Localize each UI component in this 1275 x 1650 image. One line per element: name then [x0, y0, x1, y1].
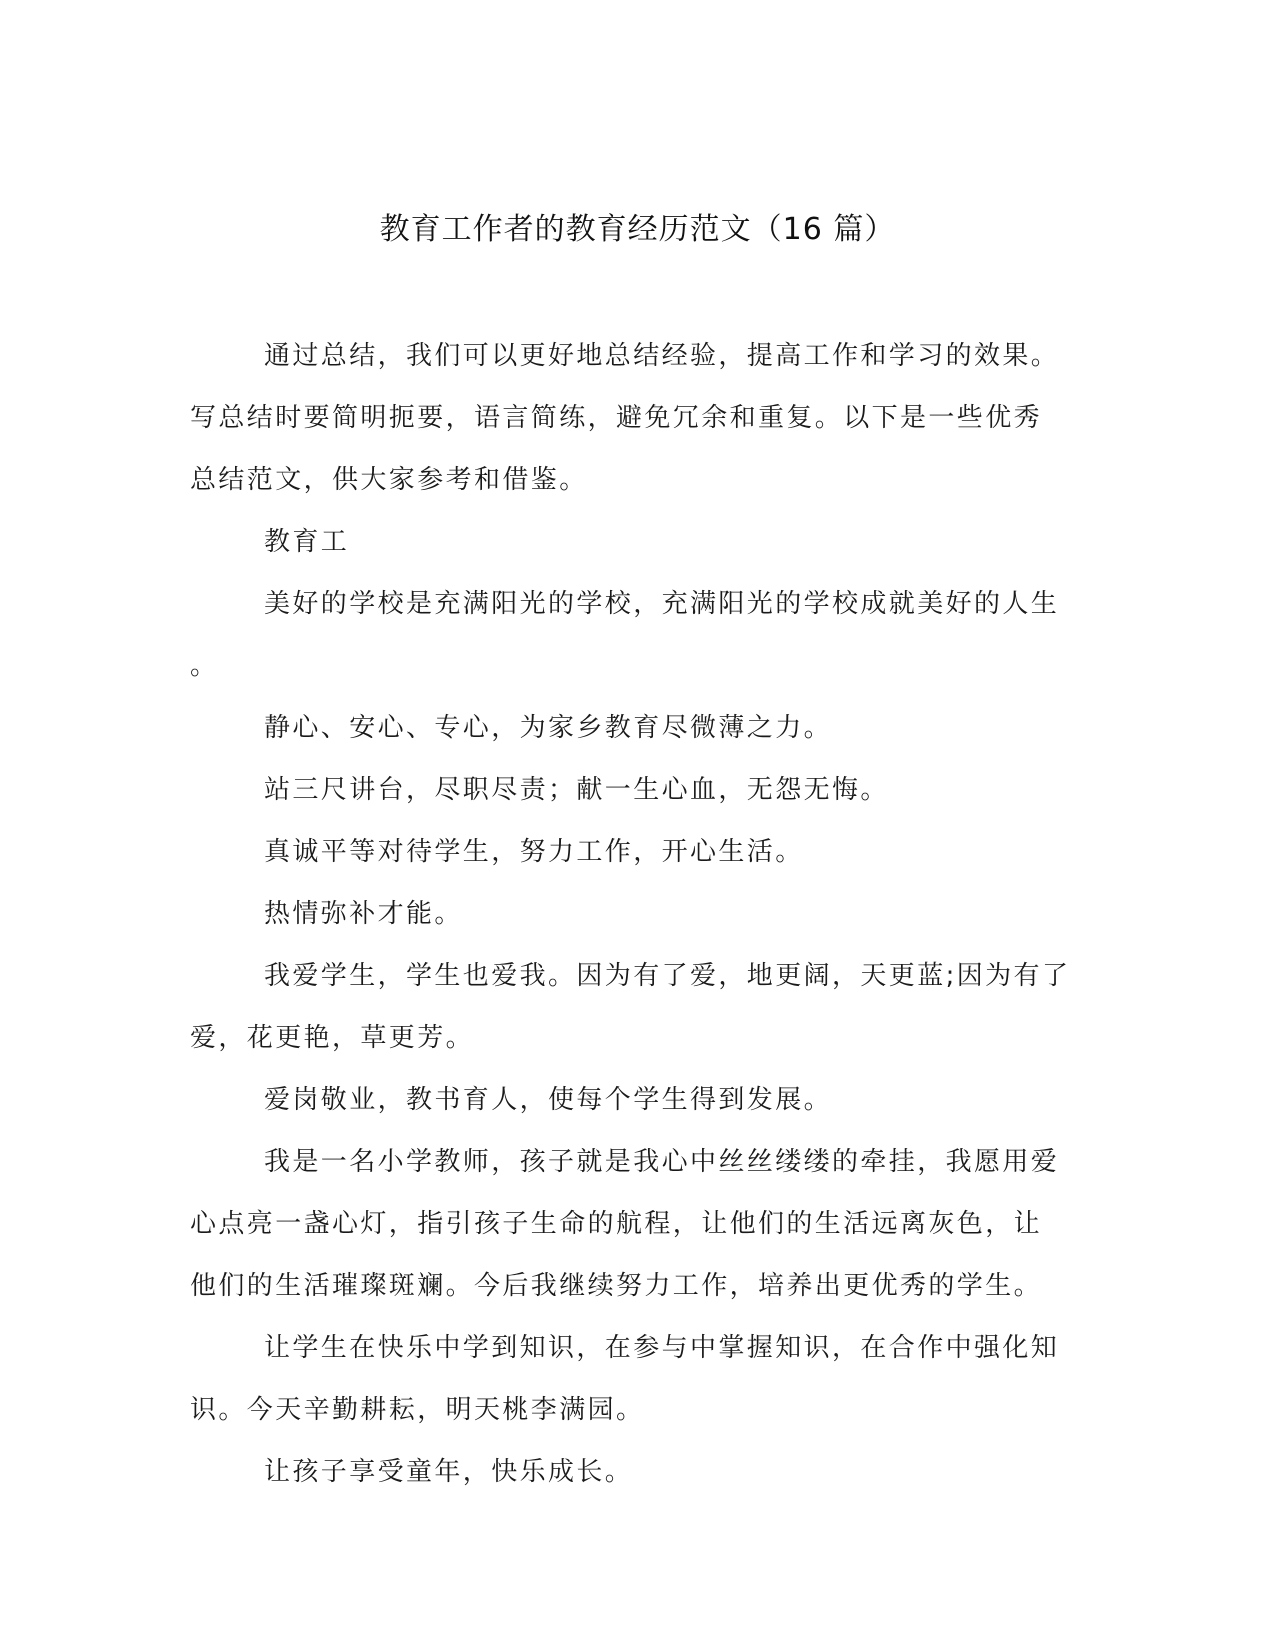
paragraph-line: 爱岗敬业，教书育人，使每个学生得到发展。: [264, 1085, 833, 1115]
paragraph: [190, 511, 1080, 573]
paragraph-line: 热情弥补才能。: [264, 899, 463, 929]
paragraph-line: 通过总结，我们可以更好地总结经验，提高工作和学习的效果。: [264, 341, 1060, 371]
paragraph: [190, 1441, 1080, 1503]
paragraph: [190, 697, 1080, 759]
paragraph-line: 我是一名小学教师，孩子就是我心中丝丝缕缕的牵挂，我愿用爱: [264, 1147, 1060, 1177]
paragraph-line: 站三尺讲台，尽职尽责；献一生心血，无怨无悔。: [264, 775, 889, 805]
paragraph-line: 让学生在快乐中学到知识，在参与中掌握知识，在合作中强化知: [264, 1333, 1060, 1363]
paragraph-line: 教育工: [264, 527, 350, 557]
paragraph-line: 爱，花更艳，草更芳。: [190, 1023, 475, 1053]
paragraph: [190, 883, 1080, 945]
paragraph-line: 让孩子享受童年，快乐成长。: [264, 1457, 634, 1487]
paragraph-line: 他们的生活璀璨斑斓。今后我继续努力工作，培养出更优秀的学生。: [190, 1271, 1043, 1301]
paragraph: [190, 573, 1080, 697]
paragraph-line: 我爱学生，学生也爱我。因为有了爱，地更阔，天更蓝;因为有了: [264, 961, 1071, 991]
paragraph-line: 。: [190, 651, 219, 681]
paragraph-line: 总结范文，供大家参考和借鉴。: [190, 465, 588, 495]
paragraph-line: 真诚平等对待学生，努力工作，开心生活。: [264, 837, 804, 867]
document-body: [190, 325, 1080, 1503]
paragraph: [190, 1131, 1080, 1317]
paragraph-line: 写总结时要简明扼要，语言简练，避免冗余和重复。以下是一些优秀: [190, 403, 1043, 433]
paragraph-line: 静心、安心、专心，为家乡教育尽微薄之力。: [264, 713, 833, 743]
document-title: 教育工作者的教育经历范文（16 篇）: [379, 212, 896, 247]
paragraph: [190, 1069, 1080, 1131]
paragraph-line: 识。今天辛勤耕耘，明天桃李满园。: [190, 1395, 645, 1425]
paragraph: [190, 759, 1080, 821]
paragraph: [190, 325, 1080, 511]
paragraph: [190, 945, 1080, 1069]
paragraph-line: 美好的学校是充满阳光的学校，充满阳光的学校成就美好的人生: [264, 589, 1060, 619]
paragraph-line: 心点亮一盏心灯，指引孩子生命的航程，让他们的生活远离灰色，让: [190, 1209, 1043, 1239]
paragraph: [190, 1317, 1080, 1441]
paragraph: [190, 821, 1080, 883]
